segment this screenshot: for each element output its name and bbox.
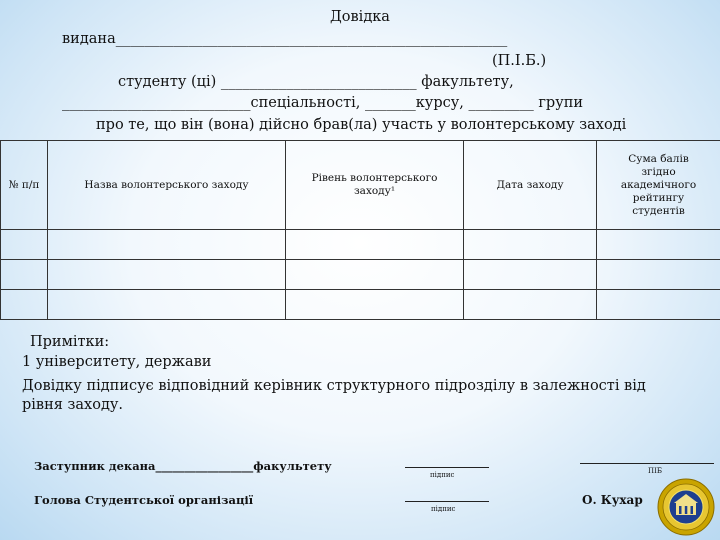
pib-signature-line [580, 463, 714, 464]
table-cell[interactable] [597, 260, 720, 290]
table-cell[interactable] [1, 260, 48, 290]
signature-caption: підпис [430, 471, 455, 479]
col-header-rating-points: Сума балів згідно академічного рейтингу студентів [597, 141, 720, 230]
issued-to-line: видана______________________________________________________ [62, 31, 508, 47]
col-header-event-date: Дата заходу [464, 141, 597, 230]
table-cell[interactable] [48, 260, 286, 290]
university-seal-icon [657, 478, 715, 536]
deputy-dean-label: Заступник декана_________________факультету [34, 459, 332, 473]
head-signature-line [405, 501, 489, 502]
specialty-course-group-line: __________________________спеціальності, _______курсу, _________ групи [62, 95, 584, 111]
table-cell[interactable] [464, 290, 597, 320]
notes-heading: Примітки: [30, 334, 110, 350]
table-cell[interactable] [48, 290, 286, 320]
table-cell[interactable] [1, 230, 48, 260]
table-cell[interactable] [464, 230, 597, 260]
participation-statement: про те, що він (вона) дійсно брав(ла) участь у волонтерському заході [96, 117, 627, 133]
table-cell[interactable] [1, 290, 48, 320]
student-faculty-line: студенту (ці) ___________________________ факультету, [118, 74, 514, 90]
table-cell[interactable] [286, 260, 464, 290]
table-row [1, 260, 720, 290]
table-cell[interactable] [597, 230, 720, 260]
volunteer-events-table [0, 140, 720, 320]
signature-caption: підпис [431, 505, 456, 513]
head-name: О. Кухар [582, 493, 643, 507]
pib-caption: (П.І.Б.) [492, 53, 547, 69]
deputy-signature-line [405, 467, 489, 468]
table-header-row [1, 141, 720, 230]
student-org-head-label: Голова Студентської організації [34, 493, 254, 507]
table-cell[interactable] [286, 230, 464, 260]
pib-caption-small: ПІБ [648, 467, 663, 475]
col-header-event-level: Рівень волонтерського заходу¹ [286, 141, 464, 230]
col-header-event-name: Назва волонтерського заходу [48, 141, 286, 230]
document-title: Довідка [330, 9, 390, 25]
table-row [1, 290, 720, 320]
table-cell[interactable] [48, 230, 286, 260]
table-cell[interactable] [286, 290, 464, 320]
table-row [1, 230, 720, 260]
footnote-levels: 1 університету, держави [22, 354, 212, 370]
signing-instruction: Довідку підписує відповідний керівник структурного підрозділу в залежності від рівня заходу. [22, 378, 646, 413]
table-cell[interactable] [464, 260, 597, 290]
table-cell[interactable] [597, 290, 720, 320]
col-header-number: № п/п [1, 141, 48, 230]
